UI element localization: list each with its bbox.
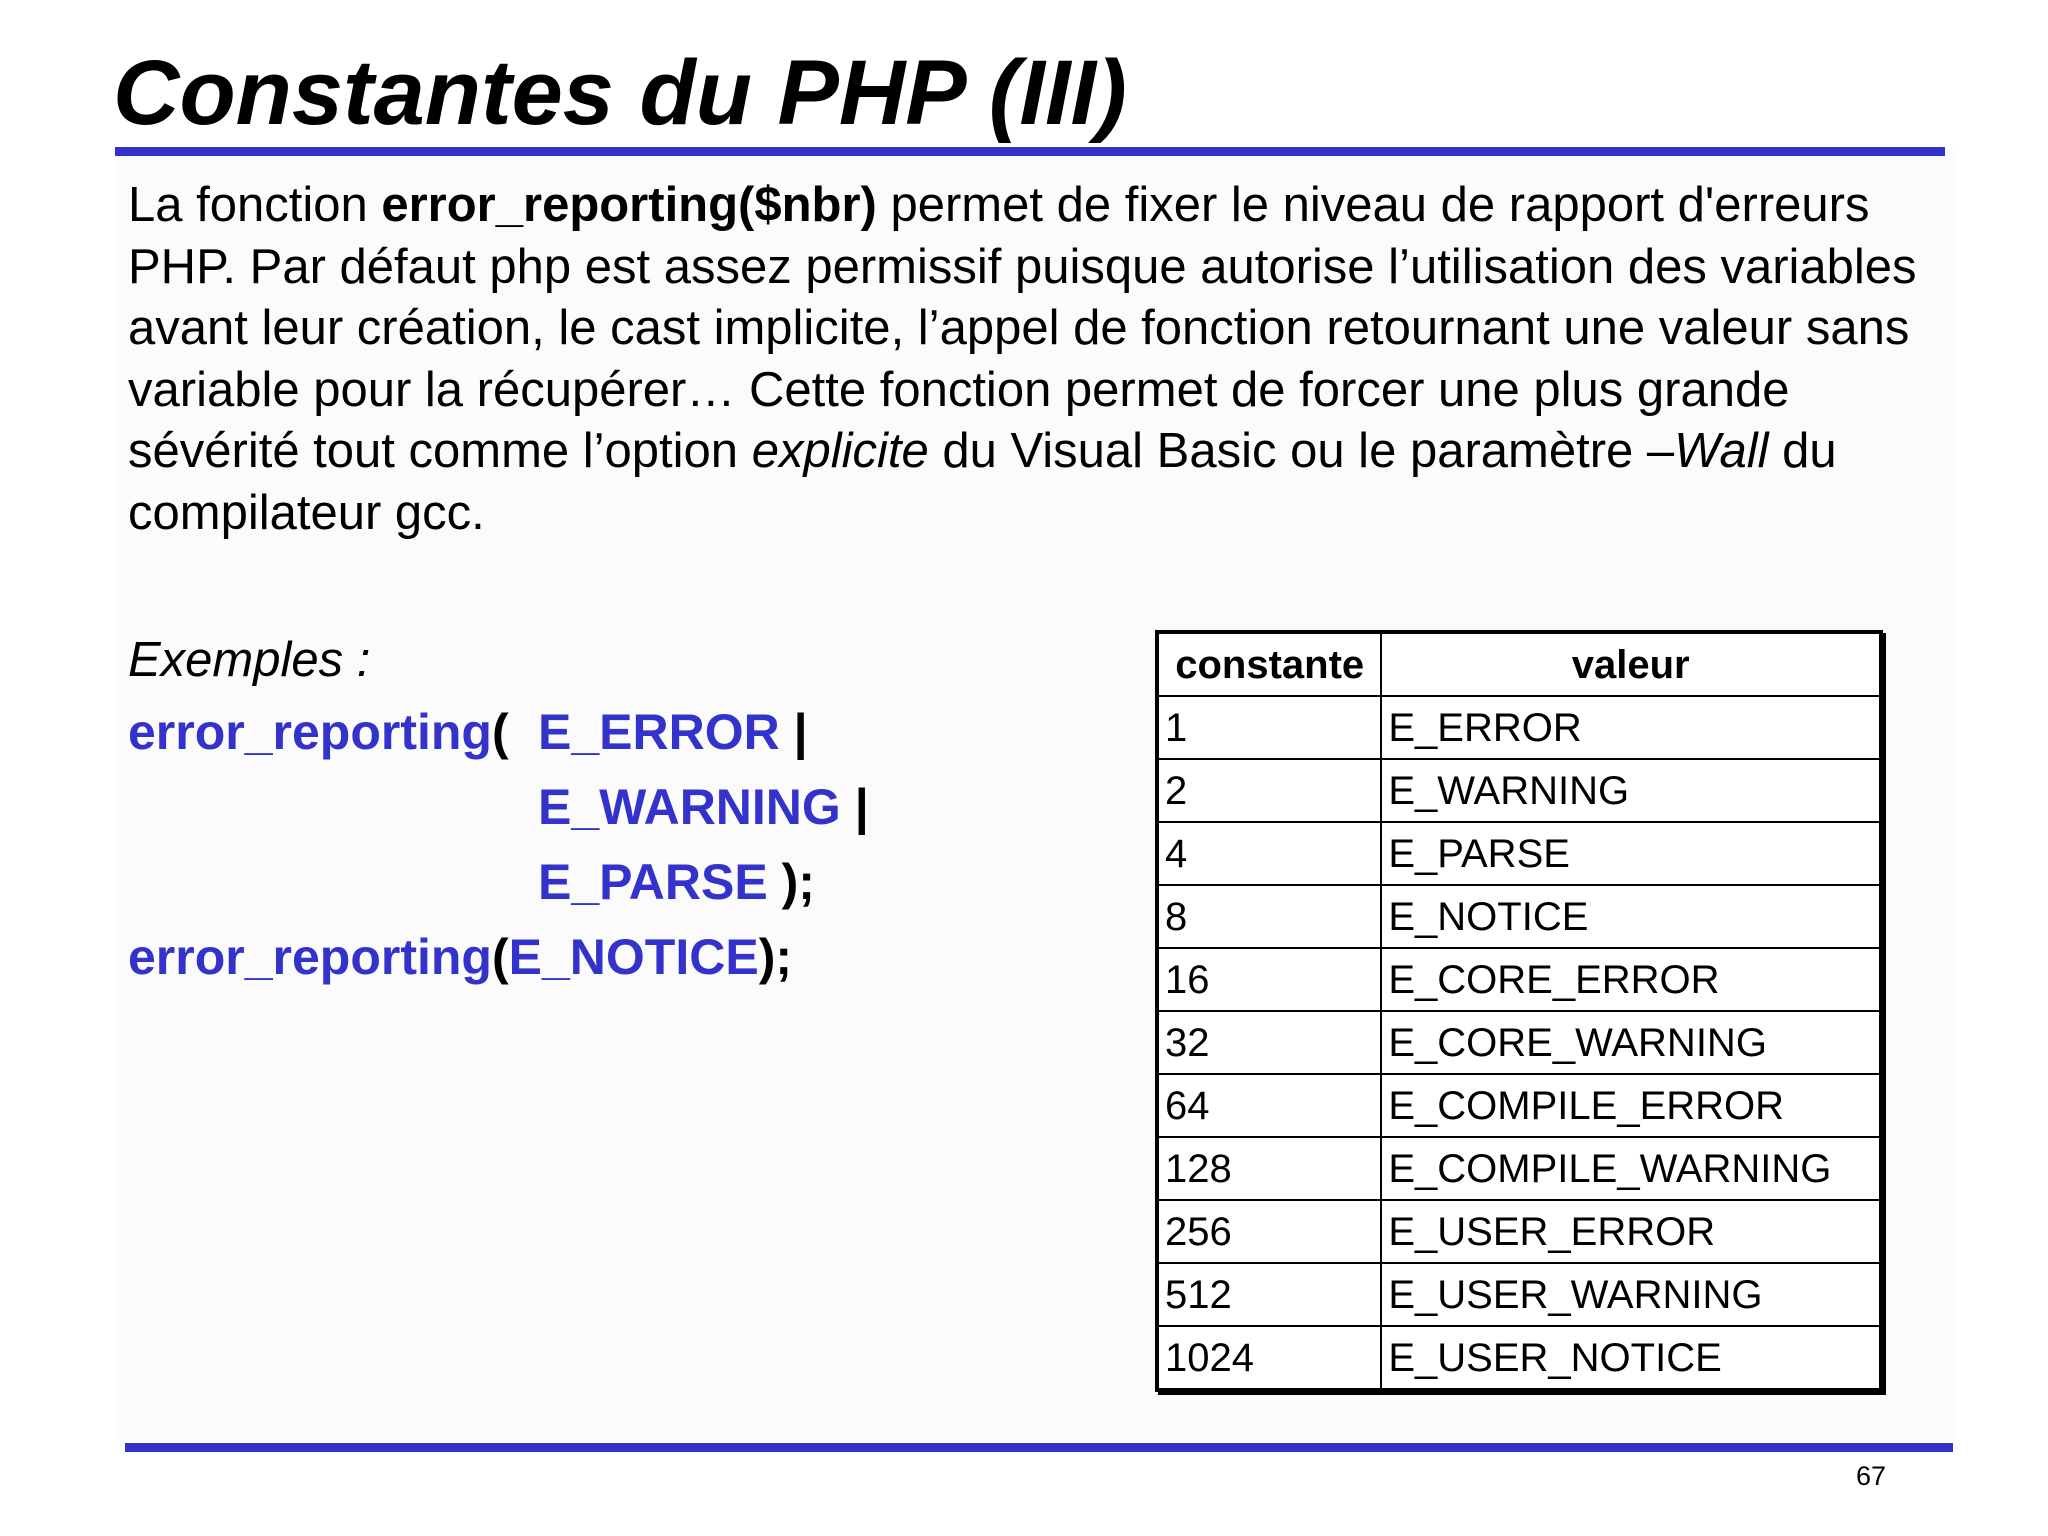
function-signature: error_reporting($nbr) [381, 178, 877, 232]
table-row [1157, 1011, 1881, 1074]
code-constant: E_NOTICE [508, 929, 759, 985]
page-number: 67 [1855, 1461, 1886, 1491]
cell-constant: E_COMPILE_ERROR [1381, 1074, 1881, 1137]
header-valeur: valeur [1381, 632, 1881, 696]
code-close: ); [758, 929, 792, 985]
header-constante: constante [1157, 632, 1381, 696]
cell-number: 2 [1157, 759, 1381, 822]
table-header-row [1157, 632, 1881, 696]
emphasis-wall: Wall [1674, 424, 1769, 478]
code-line-4 [128, 927, 792, 987]
cell-constant: E_PARSE [1381, 822, 1881, 885]
cell-number: 1 [1157, 696, 1381, 759]
cell-constant: E_COMPILE_WARNING [1381, 1137, 1881, 1200]
cell-number: 8 [1157, 885, 1381, 948]
cell-constant: E_USER_WARNING [1381, 1263, 1881, 1326]
code-line-2 [538, 777, 869, 837]
code-paren: ( [491, 704, 509, 760]
cell-number: 64 [1157, 1074, 1381, 1137]
table-row [1157, 885, 1881, 948]
cell-number: 16 [1157, 948, 1381, 1011]
code-operator: | [779, 704, 808, 760]
constants-table [1155, 630, 1883, 1392]
code-constant: E_WARNING [538, 779, 841, 835]
code-operator: | [840, 779, 869, 835]
title-underline [115, 147, 1945, 156]
cell-constant: E_NOTICE [1381, 885, 1881, 948]
code-line-1-args [538, 702, 808, 762]
cell-constant: E_ERROR [1381, 696, 1881, 759]
cell-number: 128 [1157, 1137, 1381, 1200]
cell-number: 512 [1157, 1263, 1381, 1326]
table-row [1157, 759, 1881, 822]
cell-constant: E_CORE_WARNING [1381, 1011, 1881, 1074]
cell-number: 256 [1157, 1200, 1381, 1263]
examples-label: Exemples : [128, 633, 371, 687]
cell-number: 1024 [1157, 1326, 1381, 1390]
cell-constant: E_USER_NOTICE [1381, 1326, 1881, 1390]
code-line-3 [538, 852, 815, 912]
table-row [1157, 1074, 1881, 1137]
code-operator: ); [767, 854, 815, 910]
cell-constant: E_WARNING [1381, 759, 1881, 822]
code-constant: E_PARSE [538, 854, 768, 910]
table-row [1157, 1200, 1881, 1263]
footer-rule [125, 1443, 1953, 1452]
code-constant: E_ERROR [538, 704, 780, 760]
code-paren: ( [491, 929, 509, 985]
table-row [1157, 948, 1881, 1011]
slide-title: Constantes du PHP (III) [113, 42, 1127, 144]
code-function: error_reporting [128, 929, 492, 985]
cell-number: 32 [1157, 1011, 1381, 1074]
paragraph-text: du Visual Basic ou le paramètre – [928, 424, 1675, 478]
intro-paragraph [128, 175, 1958, 544]
cell-constant: E_CORE_ERROR [1381, 948, 1881, 1011]
code-function: error_reporting [128, 704, 492, 760]
table-row [1157, 1263, 1881, 1326]
cell-number: 4 [1157, 822, 1381, 885]
paragraph-text: La fonction [128, 178, 382, 232]
cell-constant: E_USER_ERROR [1381, 1200, 1881, 1263]
table-row [1157, 822, 1881, 885]
paragraph-text: du compilateur gcc. [128, 424, 1837, 540]
table-row [1157, 696, 1881, 759]
code-line-1 [128, 702, 509, 762]
emphasis-explicite: explicite [751, 424, 929, 478]
table-row [1157, 1326, 1881, 1390]
paragraph-text: permet de fixer le niveau de rapport d'erreurs PHP. Par défaut php est assez permissif puisque autorise l’utilisation des variables avant leur création, le cast implicite, l’appel de fonction retournant une valeur sans variable pour la récupérer… Cette fonction permet de forcer une plus grande sévérité tout comme l’option [128, 178, 1917, 478]
table-row [1157, 1137, 1881, 1200]
